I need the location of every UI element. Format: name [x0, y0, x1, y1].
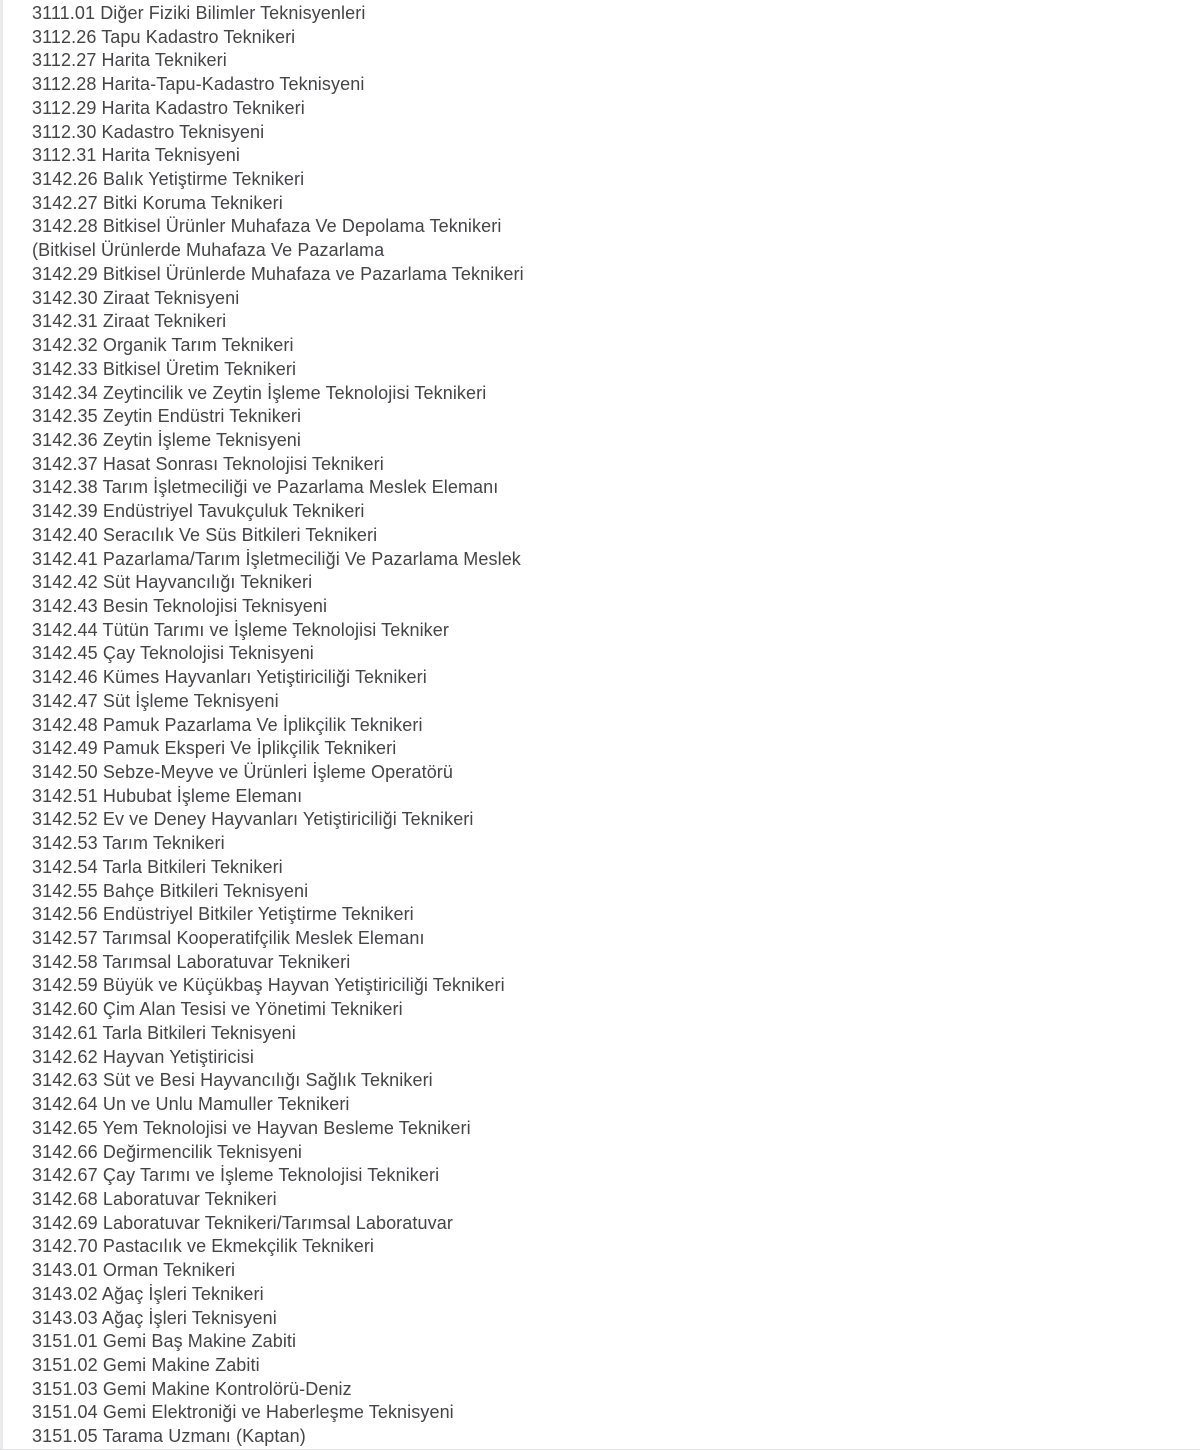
occupation-list-line: 3142.34 Zeytincilik ve Zeytin İşleme Teknolojisi Teknikeri: [32, 382, 487, 403]
occupation-list-line: 3142.68 Laboratuvar Teknikeri: [32, 1188, 277, 1209]
occupation-list-line: 3112.27 Harita Teknikeri: [32, 50, 227, 71]
occupation-list-line: 3142.41 Pazarlama/Tarım İşletmeciliği Ve Pazarlama Meslek: [32, 548, 521, 569]
occupation-list-line: 3142.37 Hasat Sonrası Teknolojisi Teknikeri: [32, 453, 384, 474]
occupation-list-line: 3142.57 Tarımsal Kooperatifçilik Meslek Elemanı: [32, 928, 425, 949]
occupation-list-line: 3112.30 Kadastro Teknisyeni: [32, 121, 265, 142]
occupation-list-line: 3142.47 Süt İşleme Teknisyeni: [32, 690, 279, 711]
occupation-list-line: 3142.39 Endüstriyel Tavukçuluk Teknikeri: [32, 501, 365, 522]
occupation-list-line: 3142.62 Hayvan Yetiştiricisi: [32, 1046, 254, 1067]
occupation-list-line: 3142.30 Ziraat Teknisyeni: [32, 287, 240, 308]
occupation-list-line: 3142.44 Tütün Tarımı ve İşleme Teknolojisi Tekniker: [32, 619, 449, 640]
left-edge-strip: [0, 0, 3, 1450]
occupation-list-line: 3142.29 Bitkisel Ürünlerde Muhafaza ve Pazarlama Teknikeri: [32, 263, 524, 284]
occupation-list-line: 3142.51 Hububat İşleme Elemanı: [32, 785, 303, 806]
occupation-list-line: 3142.42 Süt Hayvancılığı Teknikeri: [32, 572, 313, 593]
occupation-list-line: 3142.69 Laboratuvar Teknikeri/Tarımsal Laboratuvar: [32, 1212, 453, 1233]
occupation-list-line: 3151.03 Gemi Makine Kontrolörü-Deniz: [32, 1378, 352, 1399]
occupation-list-line: 3142.55 Bahçe Bitkileri Teknisyeni: [32, 880, 309, 901]
occupation-list-line: 3142.67 Çay Tarımı ve İşleme Teknolojisi Teknikeri: [32, 1165, 440, 1186]
occupation-list-line: 3142.52 Ev ve Deney Hayvanları Yetiştiriciliği Teknikeri: [32, 809, 474, 830]
occupation-list-line: 3142.50 Sebze-Meyve ve Ürünleri İşleme Operatörü: [32, 762, 454, 782]
occupation-list-line: 3142.64 Un ve Unlu Mamuller Teknikeri: [32, 1094, 350, 1115]
occupation-list-line: 3151.01 Gemi Baş Makine Zabiti: [32, 1331, 297, 1352]
occupation-list-line: 3151.05 Tarama Uzmanı (Kaptan): [32, 1426, 306, 1447]
occupation-list-line: 3151.04 Gemi Elektroniği ve Haberleşme Teknisyeni: [32, 1402, 454, 1423]
occupation-list-line: 3142.38 Tarım İşletmeciliği ve Pazarlama Meslek Elemanı: [32, 477, 499, 498]
occupation-list-line: 3142.53 Tarım Teknikeri: [32, 833, 225, 854]
occupation-list-line: 3112.31 Harita Teknisyeni: [32, 145, 240, 166]
occupation-list-line: 3142.63 Süt ve Besi Hayvancılığı Sağlık Teknikeri: [32, 1070, 433, 1091]
occupation-list-line: 3142.65 Yem Teknolojisi ve Hayvan Besleme Teknikeri: [32, 1117, 471, 1138]
occupation-list-line: 3142.58 Tarımsal Laboratuvar Teknikeri: [32, 951, 351, 972]
occupation-list-line: 3143.01 Orman Teknikeri: [32, 1260, 236, 1281]
occupation-list-line: 3112.29 Harita Kadastro Teknikeri: [32, 97, 305, 118]
occupation-list-line: 3142.48 Pamuk Pazarlama Ve İplikçilik Teknikeri: [32, 714, 423, 735]
occupation-list-line: 3142.70 Pastacılık ve Ekmekçilik Teknikeri: [32, 1236, 375, 1257]
occupation-list-line: 3142.36 Zeytin İşleme Teknisyeni: [32, 429, 302, 450]
occupation-list-line: 3142.61 Tarla Bitkileri Teknisyeni: [32, 1022, 296, 1043]
occupation-list-line: 3151.02 Gemi Makine Zabiti: [32, 1354, 260, 1375]
occupation-list-line: 3142.45 Çay Teknolojisi Teknisyeni: [32, 643, 314, 664]
occupation-list-line: 3112.28 Harita-Tapu-Kadastro Teknisyeni: [32, 74, 365, 95]
occupation-list-line: 3142.26 Balık Yetiştirme Teknikeri: [32, 169, 305, 190]
occupation-list-line: 3142.33 Bitkisel Üretim Teknikeri: [32, 358, 297, 379]
occupation-list-line: 3142.54 Tarla Bitkileri Teknikeri: [32, 856, 283, 877]
occupation-list-line: 3143.02 Ağaç İşleri Teknikeri: [32, 1283, 264, 1304]
occupation-list-line: 3142.35 Zeytin Endüstri Teknikeri: [32, 406, 302, 427]
occupation-list-line: 3143.03 Ağaç İşleri Teknisyeni: [32, 1307, 277, 1328]
occupation-list-line: 3142.28 Bitkisel Ürünler Muhafaza Ve Depolama Teknikeri: [32, 216, 502, 237]
occupation-list-line: 3142.60 Çim Alan Tesisi ve Yönetimi Teknikeri: [32, 999, 403, 1020]
occupation-list-line: 3142.49 Pamuk Eksperi Ve İplikçilik Teknikeri: [32, 738, 397, 759]
occupation-list-line: 3142.31 Ziraat Teknikeri: [32, 311, 227, 332]
occupation-list-line: 3142.56 Endüstriyel Bitkiler Yetiştirme Teknikeri: [32, 904, 414, 925]
occupation-list-line: 3111.01 Diğer Fiziki Bilimler Teknisyenleri: [32, 3, 366, 23]
occupation-list-line: 3142.46 Kümes Hayvanları Yetiştiriciliği Teknikeri: [32, 667, 427, 688]
occupation-list-line: 3142.66 Değirmencilik Teknisyeni: [32, 1141, 303, 1162]
occupation-list-line: 3142.43 Besin Teknolojisi Teknisyeni: [32, 595, 328, 616]
occupation-list-line: 3142.27 Bitki Koruma Teknikeri: [32, 192, 283, 213]
occupation-list-line: 3142.59 Büyük ve Küçükbaş Hayvan Yetiştiriciliği Teknikeri: [32, 975, 505, 996]
occupation-list-line: (Bitkisel Ürünlerde Muhafaza Ve Pazarlama: [32, 240, 385, 261]
occupation-list-line: 3142.32 Organik Tarım Teknikeri: [32, 335, 294, 356]
occupation-list-line: 3142.40 Seracılık Ve Süs Bitkileri Teknikeri: [32, 524, 378, 545]
occupation-list-line: 3112.26 Tapu Kadastro Teknikeri: [32, 26, 296, 47]
